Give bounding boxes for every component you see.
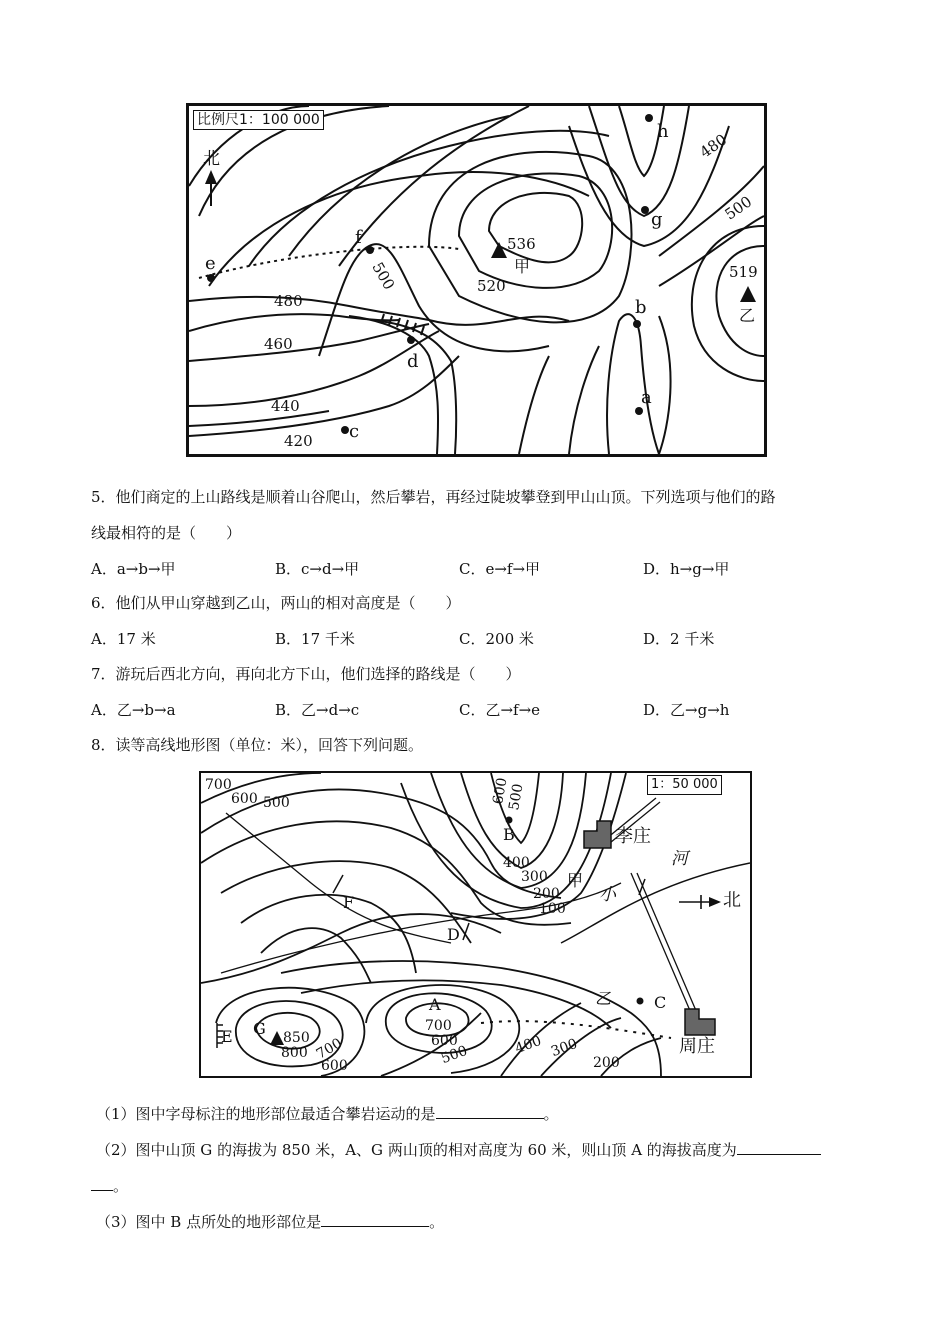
contour-label: 500: [721, 192, 756, 224]
contour-label: 500: [368, 259, 399, 293]
village-zhouzhuang: 周庄: [679, 1036, 715, 1057]
point-label-c: c: [349, 421, 360, 442]
sub2-answer-blank-cont[interactable]: [91, 1175, 113, 1191]
point-label-b: b: [635, 297, 647, 318]
sub1-answer-blank[interactable]: [436, 1103, 544, 1119]
q7-option-d[interactable]: D．乙→g→h: [643, 701, 730, 719]
place-jia: 甲: [567, 871, 584, 890]
sub-question-1: [96, 1103, 559, 1124]
contour-label: 100: [539, 901, 566, 917]
point-label-f: f: [355, 227, 362, 248]
contour-label: 700: [205, 777, 232, 793]
peak-elevation: 850: [283, 1030, 310, 1046]
q8-text: 8．读等高线地形图（单位：米），回答下列问题。: [91, 736, 424, 754]
contour-label: 500: [263, 795, 290, 811]
contour-label: 520: [477, 277, 506, 295]
river-label-he: 河: [671, 849, 688, 869]
contour-map-2: [199, 771, 752, 1078]
contour-label: 400: [503, 855, 530, 871]
map2-scale: 1：50 000: [647, 775, 722, 795]
contour-label: 480: [696, 130, 731, 162]
map1-north-label: 北: [203, 149, 220, 169]
q5-option-a[interactable]: A．a→b→甲: [91, 560, 176, 578]
peak-elevation: 519: [729, 263, 758, 281]
q5-line1: 5．他们商定的上山路线是顺着山谷爬山，然后攀岩，再经过陡坡攀登到甲山山顶。下列选项与他们的路: [91, 488, 776, 506]
q6-option-b[interactable]: B．17 千米: [275, 630, 355, 648]
point-label-B: B: [503, 825, 515, 844]
point-label-a: a: [641, 387, 652, 408]
village-lizhuang: 李庄: [615, 826, 651, 847]
peak-label-yi: 乙: [739, 306, 756, 325]
q7-option-a[interactable]: A．乙→b→a: [91, 701, 176, 719]
q5-line2: 线最相符的是（ ）: [91, 524, 242, 542]
point-label-h: h: [657, 121, 669, 142]
map1-scale: 比例尺1：100 000: [193, 110, 324, 130]
contour-label: 300: [521, 869, 548, 885]
q7-text: 7．游玩后西北方向，再向北方下山，他们选择的路线是（ ）: [91, 665, 521, 683]
sub3-answer-blank[interactable]: [321, 1211, 429, 1227]
sub2-answer-blank[interactable]: [737, 1139, 821, 1155]
point-label-C: C: [654, 993, 667, 1012]
river-label-xiao: 小: [599, 885, 616, 905]
contour-label: 700: [313, 1035, 345, 1063]
sub3-text: （3）图中 B 点所处的地形部位是: [96, 1213, 322, 1231]
point-label-E: E: [221, 1027, 233, 1046]
map2-north-label: 北: [723, 890, 741, 911]
point-label-g: g: [651, 209, 663, 230]
q7-option-c[interactable]: C．乙→f→e: [459, 701, 541, 719]
point-label-e: e: [205, 253, 216, 274]
contour-label: 420: [284, 432, 313, 450]
contour-label: 200: [533, 886, 560, 902]
contour-label: 480: [274, 292, 303, 310]
sub2-end: 。: [113, 1177, 129, 1195]
place-yi: 乙: [595, 989, 612, 1008]
contour-label: 600: [231, 791, 258, 807]
point-label-A: A: [429, 995, 441, 1014]
contour-label: 200: [593, 1055, 620, 1071]
contour-label: 800: [281, 1045, 308, 1061]
contour-label: 500: [506, 782, 527, 812]
q7-option-b[interactable]: B．乙→d→c: [275, 701, 360, 719]
q5-option-b[interactable]: B．c→d→甲: [275, 560, 360, 578]
contour-map-1: [186, 103, 767, 457]
point-label-F: F: [343, 893, 355, 912]
contour-label: 300: [549, 1035, 580, 1061]
sub-question-3: [96, 1211, 444, 1232]
q6-option-a[interactable]: A．17 米: [91, 630, 156, 648]
q6-option-d[interactable]: D．2 千米: [643, 630, 715, 648]
q6-option-c[interactable]: C．200 米: [459, 630, 534, 648]
sub1-text: （1）图中字母标注的地形部位最适合攀岩运动的是: [96, 1105, 436, 1123]
q5-option-d[interactable]: D．h→g→甲: [643, 560, 730, 578]
q5-option-c[interactable]: C．e→f→甲: [459, 560, 541, 578]
peak-label-jia: 甲: [514, 257, 531, 276]
sub2-text: （2）图中山顶 G 的海拔为 850 米，A、G 两山顶的相对高度为 60 米，则山顶 A 的海拔高度为: [96, 1141, 737, 1159]
peak-elevation: 536: [507, 235, 536, 253]
contour-label: 400: [513, 1032, 544, 1058]
contour-label: 440: [271, 397, 300, 415]
sub-question-2: [96, 1139, 821, 1160]
contour-label: 460: [264, 335, 293, 353]
contour-label: 600: [490, 776, 511, 806]
sub3-end: 。: [429, 1213, 445, 1231]
sub1-end: 。: [543, 1105, 559, 1123]
point-label-d: d: [407, 351, 419, 372]
contour-label: 500: [439, 1042, 470, 1068]
contour-label: 600: [321, 1058, 348, 1074]
sub-question-2-cont: [91, 1175, 128, 1196]
contour-label: 700: [425, 1018, 452, 1034]
point-label-G: G: [253, 1019, 266, 1038]
contour-label: 600: [431, 1033, 458, 1049]
point-label-D: D: [447, 925, 460, 944]
q6-text: 6．他们从甲山穿越到乙山，两山的相对高度是（ ）: [91, 594, 461, 612]
